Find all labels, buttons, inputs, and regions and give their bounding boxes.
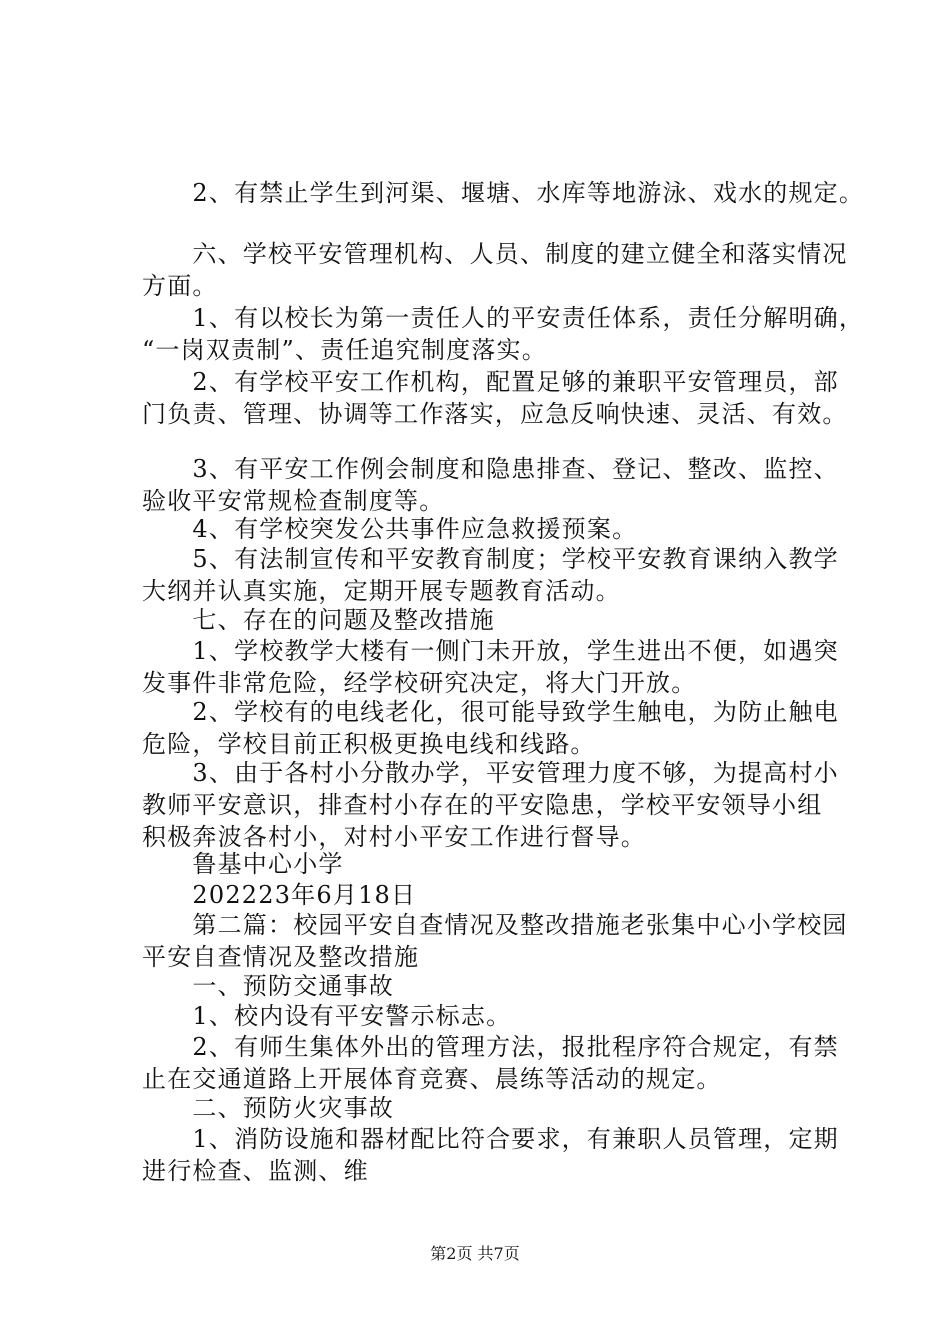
section-heading-traffic [142,970,842,1002]
text-line: 3、由于各村小分散办学，平安管理力度不够，为提高村小 [142,759,839,787]
text-line: 鲁基中心小学 [142,850,344,878]
paragraph-traffic-1 [142,1000,842,1032]
text-line: 七、存在的问题及整改措施 [142,606,495,634]
paragraph-fire-1 [142,1123,842,1187]
text-line: 发事件非常危险，经学校研究决定，将大门开放。 [142,669,697,697]
page-number-label: 第2页 共7页 [430,1244,520,1263]
text-line: 一、预防交通事故 [142,972,394,1000]
text-line: 2、学校有的电线老化，很可能导致学生触电，为防止触电 [142,698,839,726]
text-line: 危险，学校目前正积极更换电线和线路。 [142,730,596,758]
paragraph-7-1 [142,635,842,699]
paragraph-6-1 [142,302,865,366]
text-line: 教师平安意识，排查村小存在的平安隐患，学校平安领导小组 [142,791,823,819]
paragraph-6-3 [142,453,842,517]
section-heading-6 [142,238,848,302]
section-heading-fire [142,1092,842,1124]
text-line: 平安自查情况及整改措施 [142,943,420,971]
text-line: 2、有禁止学生到河渠、堰塘、水库等地游泳、戏水的规定。 [142,179,865,207]
text-line: 3、有平安工作例会制度和隐患排查、登记、整改、监控、 [142,455,839,483]
text-line: 1、校内设有平安警示标志。 [142,1002,512,1030]
text-line: 六、学校平安管理机构、人员、制度的建立健全和落实情况 [142,240,848,268]
text-line: 积极奔波各村小，对村小平安工作进行督导。 [142,823,646,851]
signature-date [142,879,842,911]
section-heading-7 [142,604,842,636]
paragraph-6-2 [142,366,848,430]
text-line: 2、有师生集体外出的管理方法，报批程序符合规定，有禁 [142,1033,839,1061]
text-line: 方面。 [142,272,218,300]
page-footer [0,1244,950,1264]
text-line: 进行检查、监测、维 [142,1157,369,1185]
text-line: 4、有学校突发公共事件应急救援预案。 [142,515,638,543]
text-line: 5、有法制宣传和平安教育制度；学校平安教育课纳入教学 [142,545,839,573]
signature-school-name [142,848,842,880]
paragraph-7-2 [142,696,842,760]
text-line: 二、预防火灾事故 [142,1094,394,1122]
text-line: 2、有学校平安工作机构，配置足够的兼职平安管理员，部 [142,368,839,396]
paragraph-7-3 [142,757,842,853]
text-line: 1、学校教学大楼有一侧门未开放，学生进出不便，如遇突 [142,637,839,665]
text-line: 第二篇：校园平安自查情况及整改措施老张集中心小学校园 [142,911,848,939]
text-line: 验收平安常规检查制度等。 [142,487,445,515]
text-line: 1、有以校长为第一责任人的平安责任体系，责任分解明确， [142,304,865,332]
text-line: 门负责、管理、协调等工作落实，应急反响快速、灵活、有效。 [142,400,848,428]
paragraph-swimming-rule [142,177,865,209]
text-line: 202223年6月18日 [142,881,417,909]
text-line: 大纲并认真实施，定期开展专题教育活动。 [142,577,621,605]
text-line: 止在交通道路上开展体育竞赛、晨练等活动的规定。 [142,1065,722,1093]
text-line: 1、消防设施和器材配比符合要求，有兼职人员管理，定期 [142,1125,839,1153]
paragraph-6-4 [142,513,842,545]
text-line: “一岗双责制”、责任追究制度落实。 [142,336,547,364]
part-two-title [142,909,848,973]
paragraph-6-5 [142,543,842,607]
paragraph-traffic-2 [142,1031,842,1095]
